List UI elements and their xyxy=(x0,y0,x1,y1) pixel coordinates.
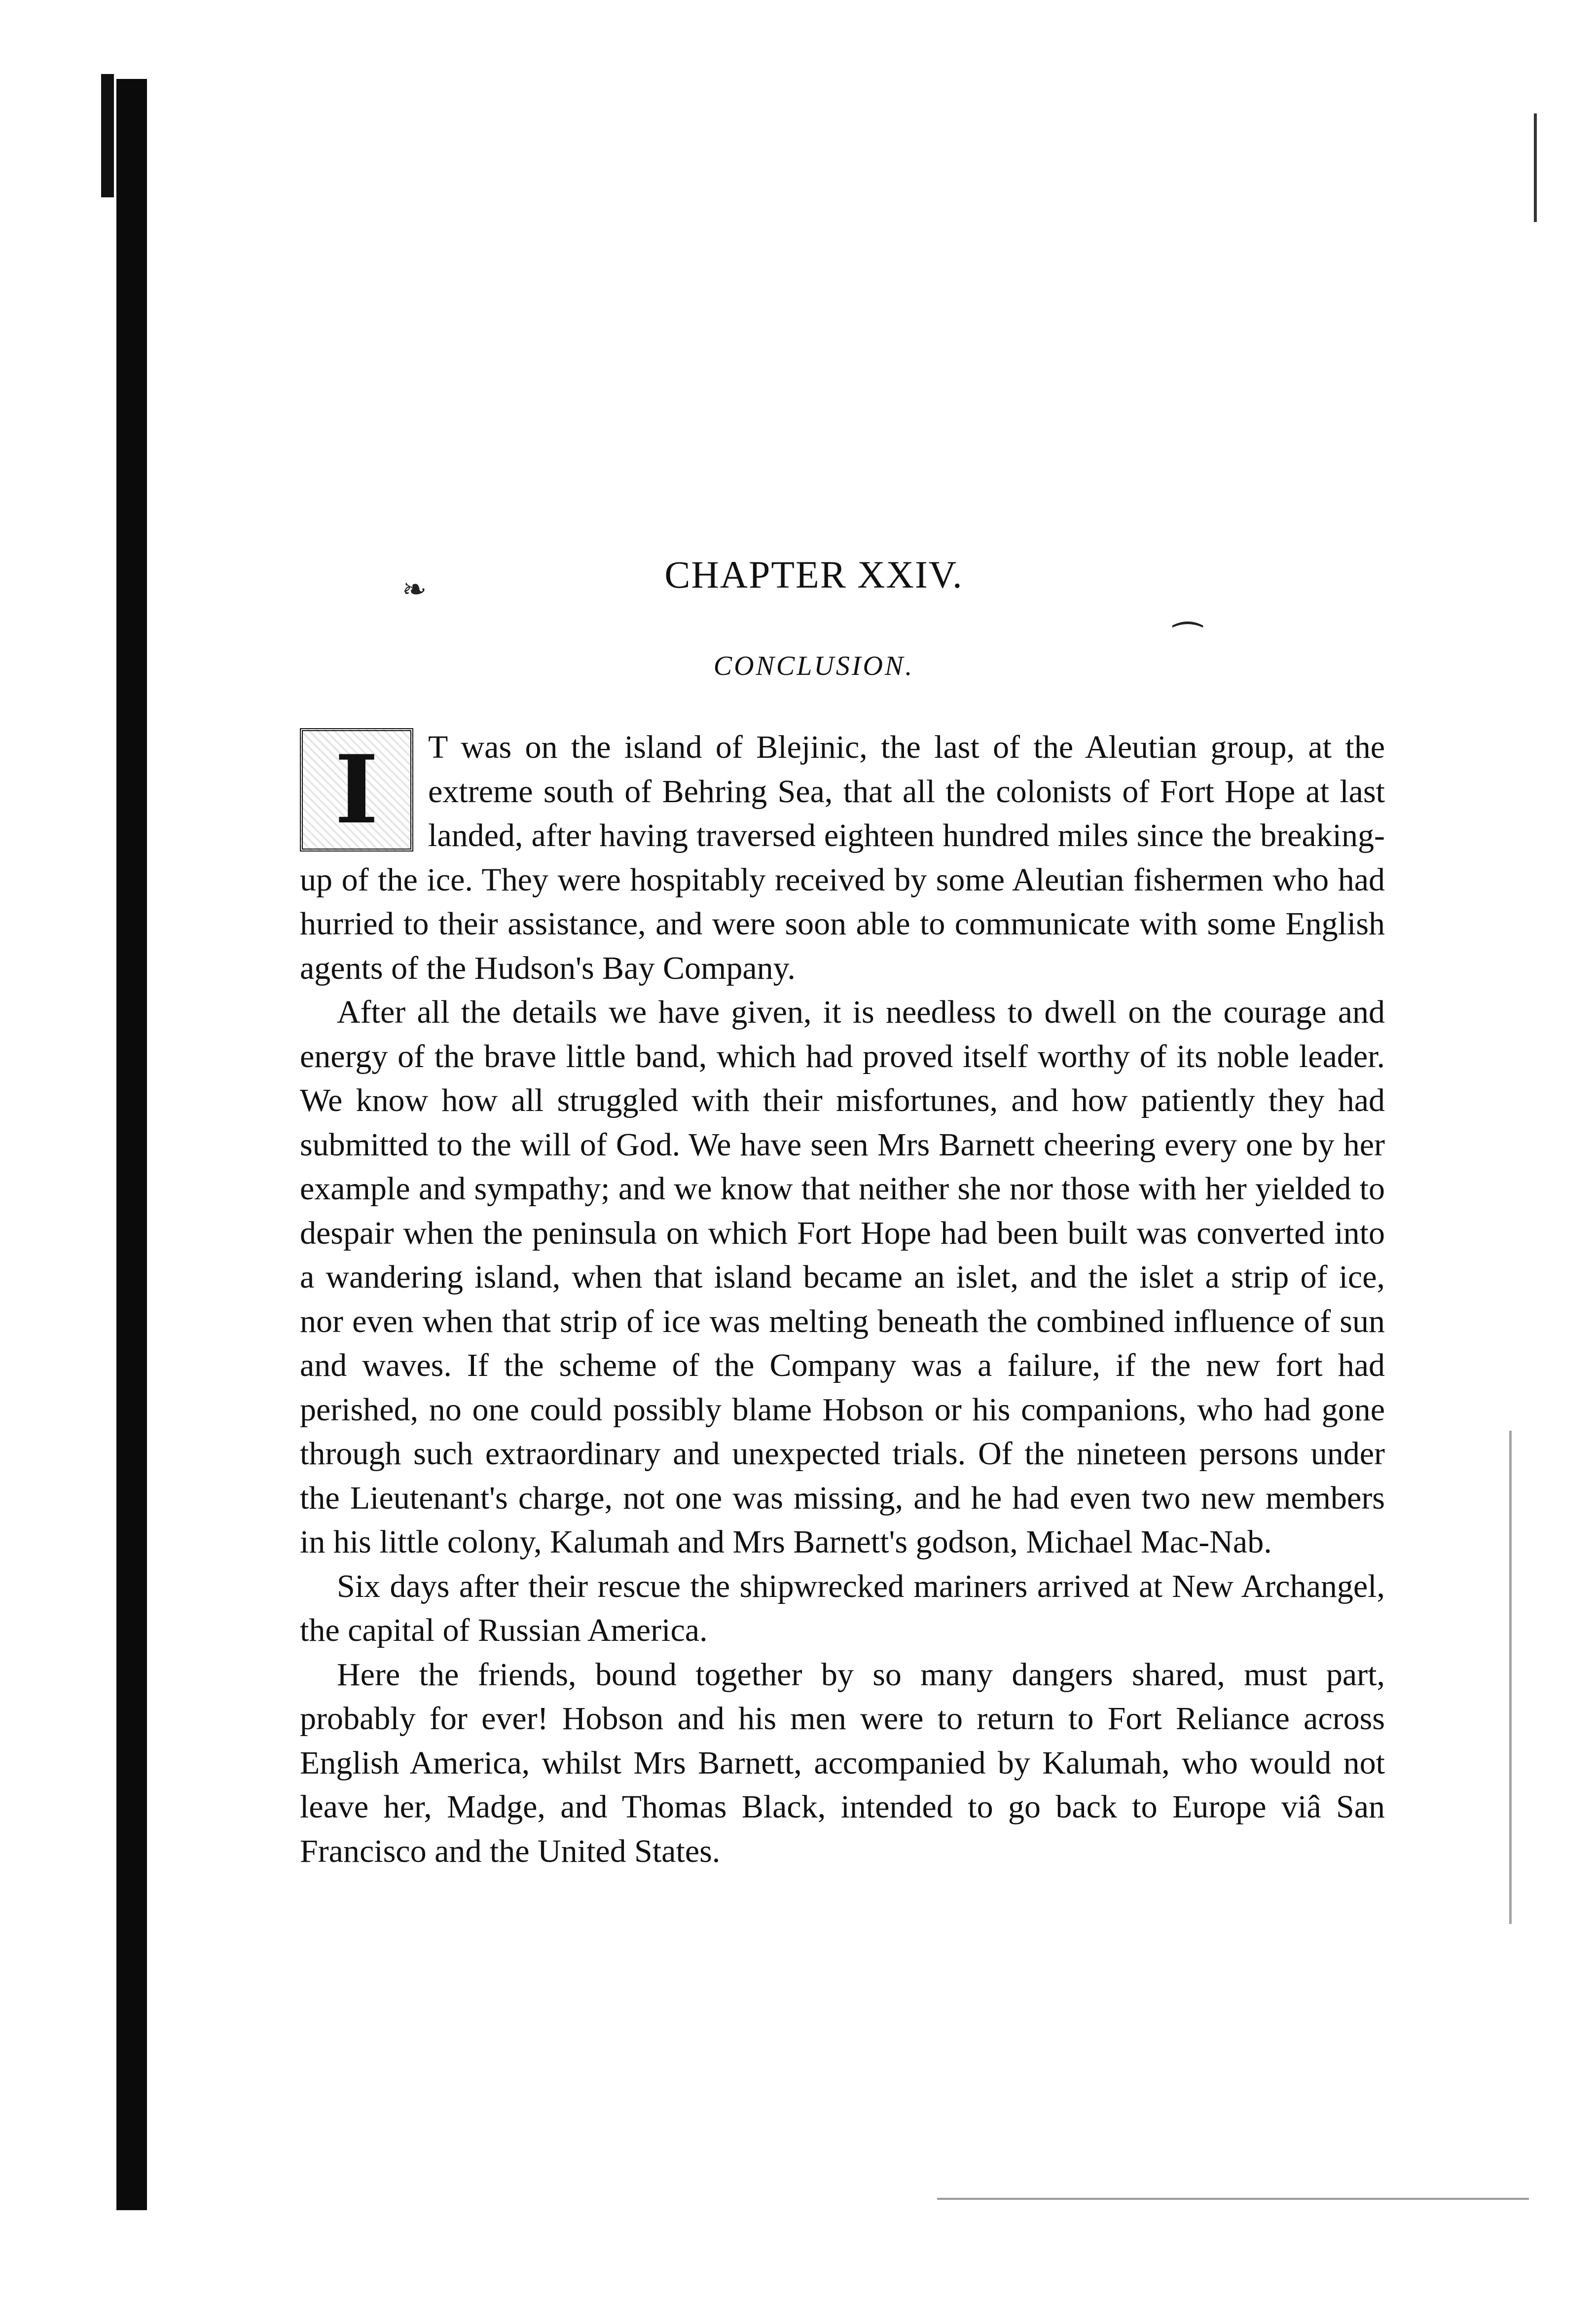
paragraph: Six days after their rescue the shipwrecked mariners arrived at New Archangel, the capital of Russian America. xyxy=(300,1568,1385,1648)
ink-mark-icon: ⁀ xyxy=(1174,622,1202,662)
binding-shadow-top xyxy=(101,74,114,197)
chapter-title: CHAPTER XXIV. xyxy=(664,553,963,596)
chapter-body xyxy=(300,725,1385,1873)
paragraph: After all the details we have given, it is needless to dwell on the courage and energy of the brave little band, which had proved itself worthy of its noble leader. We know how all struggled with their misfortunes, and how patiently they had submitted to the will of God. We have seen Mrs Barnett cheering every one by her example and sympathy; and we know that neither she nor those with her yielded to despair when the peninsula on which Fort Hope had been built was converted into a wandering island, when that island became an islet, and the islet a strip of ice, nor even when that strip of ice was melting beneath the combined influence of sun and waves. If the scheme of the Company was a failure, if the new fort had perished, no one could possibly blame Hobson or his companions, who had gone through such extraordinary and unexpected trials. Of the nineteen persons under the Lieutenant's charge, not one was missing, and he had even two new members in his little colony, Kalumah and Mrs Barnett's godson, Michael Mac-Nab. xyxy=(300,994,1385,1560)
edge-speck xyxy=(937,2198,1529,2200)
edge-speck xyxy=(1534,113,1537,222)
binding-shadow xyxy=(116,79,147,2210)
ink-mark-icon: ❧ xyxy=(402,572,427,607)
drop-cap-ornament: I xyxy=(300,728,413,852)
paragraph-text: T was on the island of Blejinic, the last of the Aleutian group, at the extreme south of Behring Sea, that all the colonists of Fort Hope at last landed, after having traversed eighteen hundred miles since the breaking-up of the ice. They were hospitably received by some Aleutian fishermen who had hurried to their assistance, and were soon able to communicate with some English agents of the Hudson's Bay Company. xyxy=(300,729,1385,986)
edge-speck xyxy=(1509,1431,1512,1924)
paragraph xyxy=(300,725,1385,990)
paragraph: Here the friends, bound together by so many dangers shared, must part, probably for ever! Hobson and his men were to return to Fort Reliance across English America, whilst Mrs Barnett, accompanied by Kalumah, who would not leave her, Madge, and Thomas Black, intended to go back to Europe viâ San Francisco and the United States. xyxy=(300,1656,1385,1869)
chapter-subtitle: CONCLUSION. xyxy=(713,651,914,681)
